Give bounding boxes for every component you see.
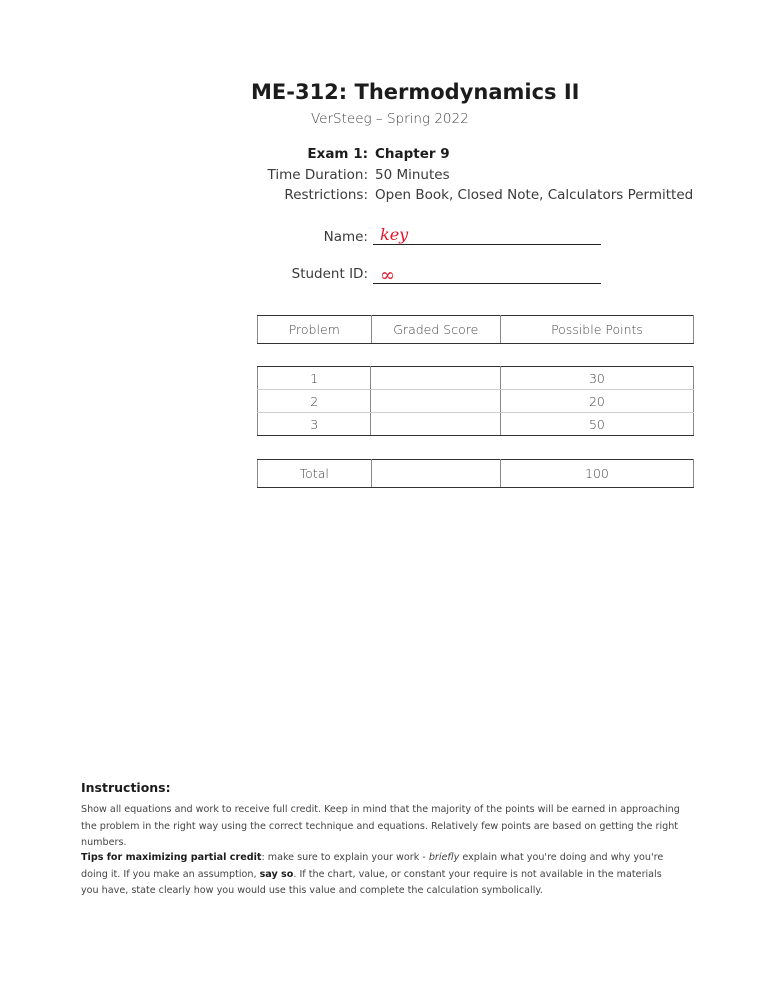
header-graded-score: Graded Score — [371, 316, 500, 344]
table-row — [258, 367, 694, 390]
duration-value: 50 Minutes — [375, 167, 450, 183]
score-table-header — [257, 315, 694, 344]
student-id-field[interactable] — [373, 283, 601, 284]
problem-number: 2 — [258, 390, 371, 413]
graded-score-cell[interactable] — [371, 390, 500, 413]
graded-score-cell[interactable] — [371, 413, 500, 436]
score-table-total — [257, 459, 694, 488]
score-table-body — [257, 366, 694, 436]
problem-number: 1 — [258, 367, 371, 390]
table-row — [258, 390, 694, 413]
duration-label: Time Duration: — [267, 167, 368, 183]
header-problem: Problem — [258, 316, 372, 344]
tips-label: Tips for maximizing partial credit — [81, 852, 262, 863]
instructions-paragraph: Show all equations and work to receive full credit. Keep in mind that the majority of the points will be earned in approaching the problem in the right way using the correct technique and equations. Relatively few points are based on getting the right numbers. — [81, 804, 680, 848]
tips-say-so: say so — [259, 868, 294, 880]
tips-text-b: explain what you're doing and why you're doing it. If you make an assumption, — [81, 852, 664, 880]
tips-text-a: : make sure to explain your work - — [261, 852, 429, 863]
tips-text-c: . If the chart, value, or constant your require is not available in the materials you have, state clearly how you would use this value and complete the calculation symbolically. — [81, 868, 662, 896]
exam-number-value: Chapter 9 — [375, 146, 450, 162]
graded-score-cell[interactable] — [371, 367, 500, 390]
total-points: 100 — [500, 460, 693, 488]
name-field[interactable] — [373, 244, 601, 245]
tips-emphasis: briefly — [428, 852, 460, 863]
problem-number: 3 — [258, 413, 371, 436]
exam-number-label: Exam 1: — [307, 146, 368, 162]
student-id-label: Student ID: — [291, 266, 368, 282]
tips-paragraph — [81, 850, 681, 900]
exam-title: ME-312: Thermodynamics II — [251, 80, 580, 104]
possible-points: 30 — [500, 367, 693, 390]
restrictions-label: Restrictions: — [284, 187, 368, 203]
exam-subtitle: VerSteeg – Spring 2022 — [311, 111, 469, 127]
possible-points: 20 — [500, 390, 693, 413]
name-handwriting: key — [380, 225, 409, 244]
possible-points: 50 — [500, 413, 693, 436]
name-label: Name: — [323, 229, 368, 245]
header-possible-points: Possible Points — [500, 316, 693, 344]
student-id-handwriting: ∞ — [380, 265, 395, 286]
instructions-heading: Instructions: — [81, 780, 171, 795]
restrictions-value: Open Book, Closed Note, Calculators Permitted — [375, 187, 694, 203]
total-score-cell[interactable] — [371, 460, 500, 488]
total-label: Total — [258, 460, 372, 488]
table-row — [258, 413, 694, 436]
